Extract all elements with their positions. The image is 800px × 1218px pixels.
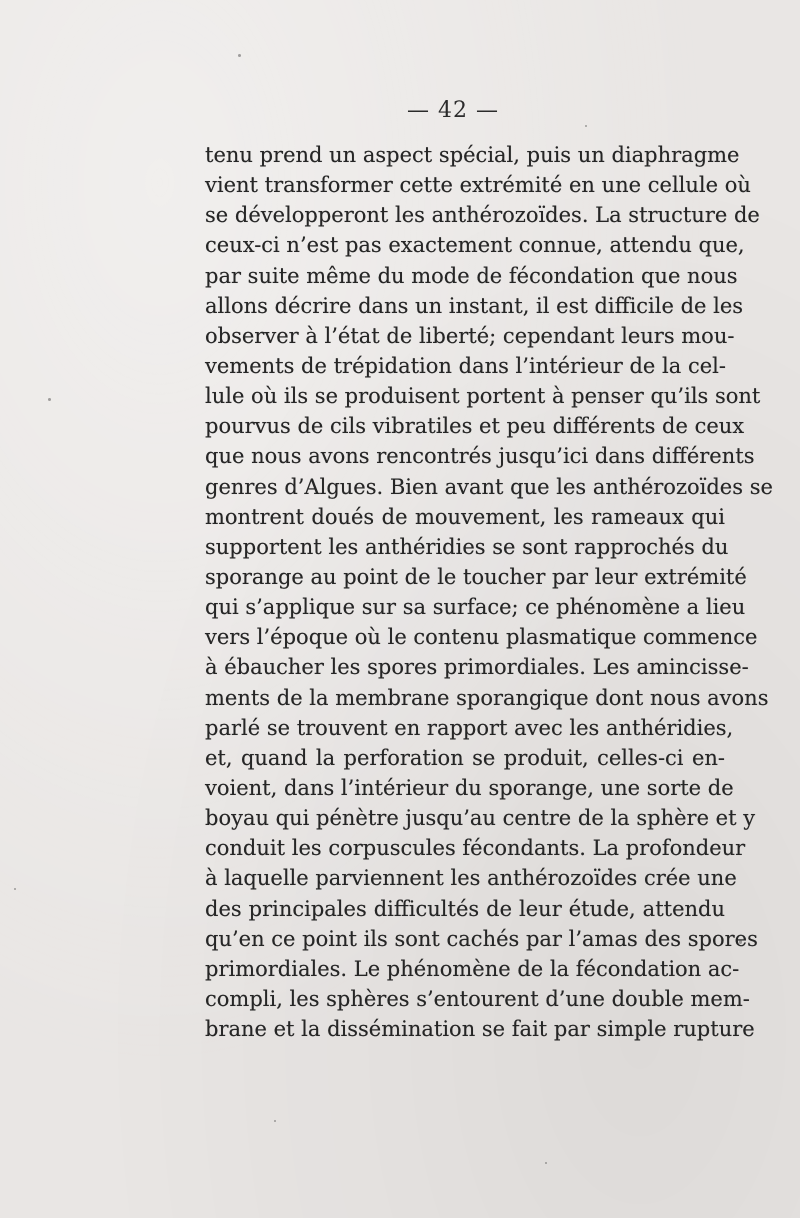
text-line: sporange au point de le toucher par leur extrémité [205,564,747,589]
text-line: des principales difficultés de leur étude, attendu [205,896,725,921]
text-line: vers l’époque où le contenu plasmatique commence [205,625,758,650]
text-line: par suite même du mode de fécondation que nous [205,263,738,288]
text-line: et, quand la perforation se produit, celles-ci en- [205,745,725,770]
text-line: voient, dans l’intérieur du sporange, une sorte de [205,775,734,800]
text-line: vements de trépidation dans l’intérieur de la cel- [205,353,726,378]
text-line: ments de la membrane sporangique dont nous avons [205,685,769,710]
text-line: qui s’applique sur sa surface; ce phénomène a lieu [205,595,746,620]
text-line: conduit les corpuscules fécondants. La profondeur [205,836,746,861]
text-line: allons décrire dans un instant, il est difficile de les [205,293,744,318]
paper-speck [739,940,742,944]
text-line: genres d’Algues. Bien avant que les anthérozoïdes se [205,474,773,499]
text-line: tenu prend un aspect spécial, puis un diaphragme [205,143,740,167]
text-line: supportent les anthéridies se sont rapprochés du [205,534,729,559]
text-line: observer à l’état de liberté; cependant leurs mou- [205,323,735,348]
text-line: montrent doués de mouvement, les rameaux qui [205,504,725,529]
paper-speck [274,1120,276,1122]
text-line: primordiales. Le phénomène de la fécondation ac- [205,956,740,981]
text-line: boyau qui pénètre jusqu’au centre de la sphère et y [205,806,756,831]
paper-speck [14,888,16,890]
page-number: — 42 — [407,98,499,123]
text-line: brane et la dissémination se fait par simple rupture [205,1017,755,1042]
paper-speck [545,1162,547,1164]
text-line: parlé se trouvent en rapport avec les anthéridies, [205,715,734,740]
text-line: lule où ils se produisent portent à penser qu’ils sont [205,384,761,409]
paper-speck [48,398,51,401]
text-line: se développeront les anthérozoïdes. La structure de [205,203,760,228]
text-line: à laquelle parviennent les anthérozoïdes crée une [205,866,737,891]
text-line: vient transformer cette extrémité en une cellule où [205,173,751,198]
text-line: que nous avons rencontrés jusqu’ici dans différents [205,444,755,469]
text-line: ceux-ci n’est pas exactement connue, attendu que, [205,233,745,258]
paper-speck [238,54,241,57]
text-line: à ébaucher les spores primordiales. Les amincisse- [205,655,749,680]
paper-speck [585,125,587,127]
text-line: pourvus de cils vibratiles et peu différents de ceux [205,414,745,439]
text-line: compli, les sphères s’entourent d’une double mem- [205,986,750,1011]
text-line: qu’en ce point ils sont cachés par l’amas des spores [205,926,758,951]
body-text [205,140,773,1044]
